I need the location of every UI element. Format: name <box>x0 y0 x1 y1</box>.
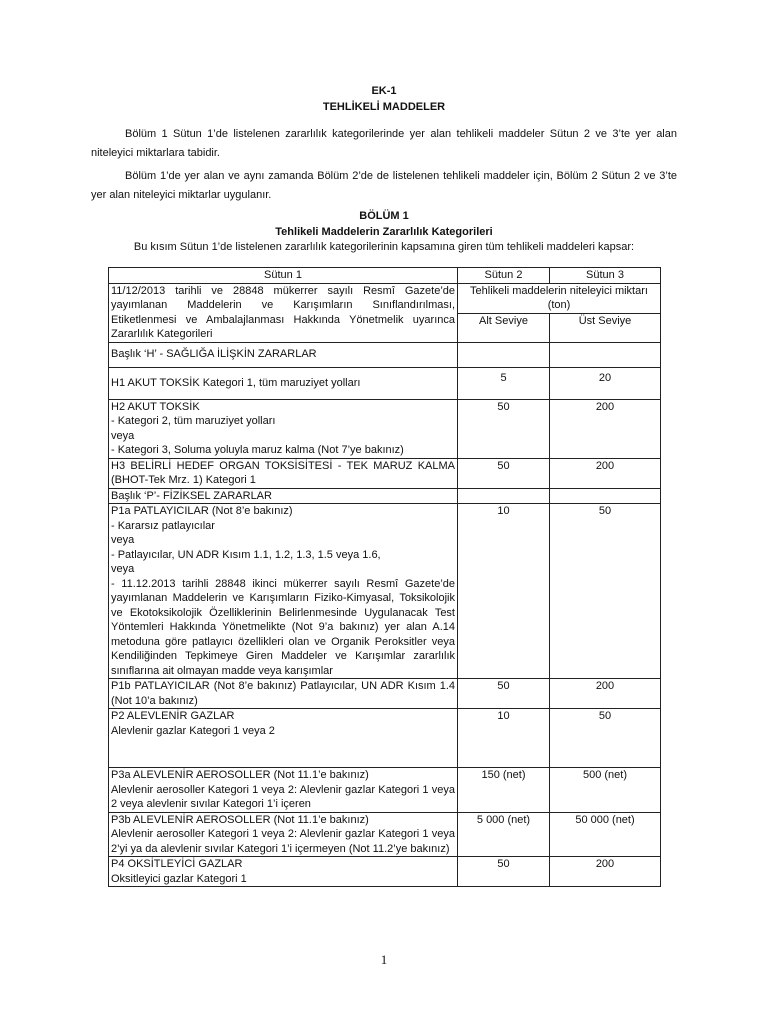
table-row <box>109 399 661 458</box>
column-3-header: Sütun 3 <box>550 268 661 284</box>
table-row <box>109 709 661 768</box>
p3b-upper: 50 000 (net) <box>550 812 661 857</box>
h3-description: H3 BELİRLİ HEDEF ORGAN TOKSİSİTESİ - TEK MARUZ KALMA (BHOT-Tek Mrz. 1) Kategori 1 <box>109 458 458 488</box>
p4-description: P4 OKSİTLEYİCİ GAZLAR Oksitleyici gazlar Kategori 1 <box>109 857 458 887</box>
page-number: 1 <box>380 952 388 967</box>
p2-description: P2 ALEVLENİR GAZLAR Alevlenir gazlar Kategori 1 veya 2 <box>109 709 458 768</box>
p1b-description: P1b PATLAYICILAR (Not 8’e bakınız) Patlayıcılar, UN ADR Kısım 1.4 (Not 10’a bakınız) <box>109 679 458 709</box>
table-subheader-row <box>109 283 661 313</box>
quantity-header: Tehlikeli maddelerin niteleyici miktarı (ton) <box>458 283 661 313</box>
p3a-lower: 150 (net) <box>458 768 550 813</box>
p2-upper: 50 <box>550 709 661 768</box>
column-1-description: 11/12/2013 tarihli ve 28848 mükerrer sayılı Resmî Gazete’de yayımlanan Maddelerin ve Karışımların Sınıflandırılması, Etiketlenmesi ve Ambalajlanması Hakkında Yönetmelik uyarınca Zararlılık Kategorileri <box>109 283 458 342</box>
section-h-label: Başlık ‘H’ - SAĞLIĞA İLİŞKİN ZARARLAR <box>109 342 458 367</box>
p4-upper: 200 <box>550 857 661 887</box>
table-row <box>109 367 661 399</box>
intro-paragraph-2: Bölüm 1’de yer alan ve aynı zamanda Bölüm 2’de de listelenen tehlikeli maddeler için, Bölüm 2 Sütun 2 ve 3’te yer alan niteleyici miktarlar uygulanır. <box>91 170 677 201</box>
table-section-row <box>109 488 661 504</box>
section-description: Bu kısım Sütun 1’de listelenen zararlılık kategorilerinin kapsamına giren tüm tehlikeli maddeleri kapsar: <box>133 241 635 253</box>
section-p-label: Başlık ‘P’- FİZİKSEL ZARARLAR <box>109 488 458 504</box>
h1-upper: 20 <box>550 367 661 399</box>
p1b-upper: 200 <box>550 679 661 709</box>
table-row <box>109 679 661 709</box>
p1a-lower: 10 <box>458 504 550 679</box>
hazard-table <box>108 267 661 887</box>
h1-lower: 5 <box>458 367 550 399</box>
annex-label: EK-1 <box>371 85 397 97</box>
h2-upper: 200 <box>550 399 661 458</box>
p3a-upper: 500 (net) <box>550 768 661 813</box>
column-1-header: Sütun 1 <box>109 268 458 284</box>
table-row <box>109 857 661 887</box>
p4-lower: 50 <box>458 857 550 887</box>
table-row <box>109 504 661 679</box>
h3-upper: 200 <box>550 458 661 488</box>
table-section-row <box>109 342 661 367</box>
h3-lower: 50 <box>458 458 550 488</box>
h1-description: H1 AKUT TOKSİK Kategori 1, tüm maruziyet yolları <box>109 367 458 399</box>
p3a-description: P3a ALEVLENİR AEROSOLLER (Not 11.1’e bakınız) Alevlenir aerosoller Kategori 1 veya 2: Alevlenir gazlar Kategori 1 veya 2 veya alevlenir sıvılar Kategori 1’i içeren <box>109 768 458 813</box>
upper-level-header: Üst Seviye <box>550 313 661 342</box>
h2-description: H2 AKUT TOKSİK - Kategori 2, tüm maruziyet yolları veya - Kategori 3, Soluma yoluyla maruz kalma (Not 7’ye bakınız) <box>109 399 458 458</box>
table-row <box>109 812 661 857</box>
p1b-lower: 50 <box>458 679 550 709</box>
section-title: BÖLÜM 1 <box>359 210 409 222</box>
h2-lower: 50 <box>458 399 550 458</box>
p2-lower: 10 <box>458 709 550 768</box>
p3b-lower: 5 000 (net) <box>458 812 550 857</box>
section-subtitle: Tehlikeli Maddelerin Zararlılık Kategorileri <box>275 226 493 238</box>
p1a-description: P1a PATLAYICILAR (Not 8’e bakınız) - Kararsız patlayıcılar veya - Patlayıcılar, UN ADR Kısım 1.1, 1.2, 1.3, 1.5 veya 1.6, veya - 11.12.2013 tarihli 28848 ikinci mükerrer sayılı Resmî Gazete’de yayımlanan Maddelerin ve Karışımların Fiziko-Kimyasal, Toksikolojik ve Ekotoksikolojik Özelliklerinin Belirlenmesinde Uygulanacak Test Yöntemleri Hakkında Yönetmelikte (Not 9’a bakınız) yer alan A.14 metoduna göre patlayıcı özellikleri olan ve Organik Peroksitler veya Kendiliğinden Tepkimeye Giren Maddeler ve Karışımlar zararlılık sınıflarına ait olmayan madde veya karışımlar <box>109 504 458 679</box>
p3b-description: P3b ALEVLENİR AEROSOLLER (Not 11.1’e bakınız) Alevlenir aerosoller Kategori 1 veya 2: Alevlenir gazlar Kategori 1 veya 2’yi ya da alevlenir sıvılar Kategori 1’i içermeyen (Not 11.2’ye bakınız) <box>109 812 458 857</box>
column-2-header: Sütun 2 <box>458 268 550 284</box>
page-title: TEHLİKELİ MADDELER <box>322 101 446 113</box>
p1a-upper: 50 <box>550 504 661 679</box>
intro-paragraph-1: Bölüm 1 Sütun 1’de listelenen zararlılık kategorilerinde yer alan tehlikeli maddeler Sütun 2 ve 3’te yer alan niteleyici miktarlara tabidir. <box>91 128 677 159</box>
table-row <box>109 458 661 488</box>
table-row <box>109 768 661 813</box>
lower-level-header: Alt Seviye <box>458 313 550 342</box>
table-header-row <box>109 268 661 284</box>
